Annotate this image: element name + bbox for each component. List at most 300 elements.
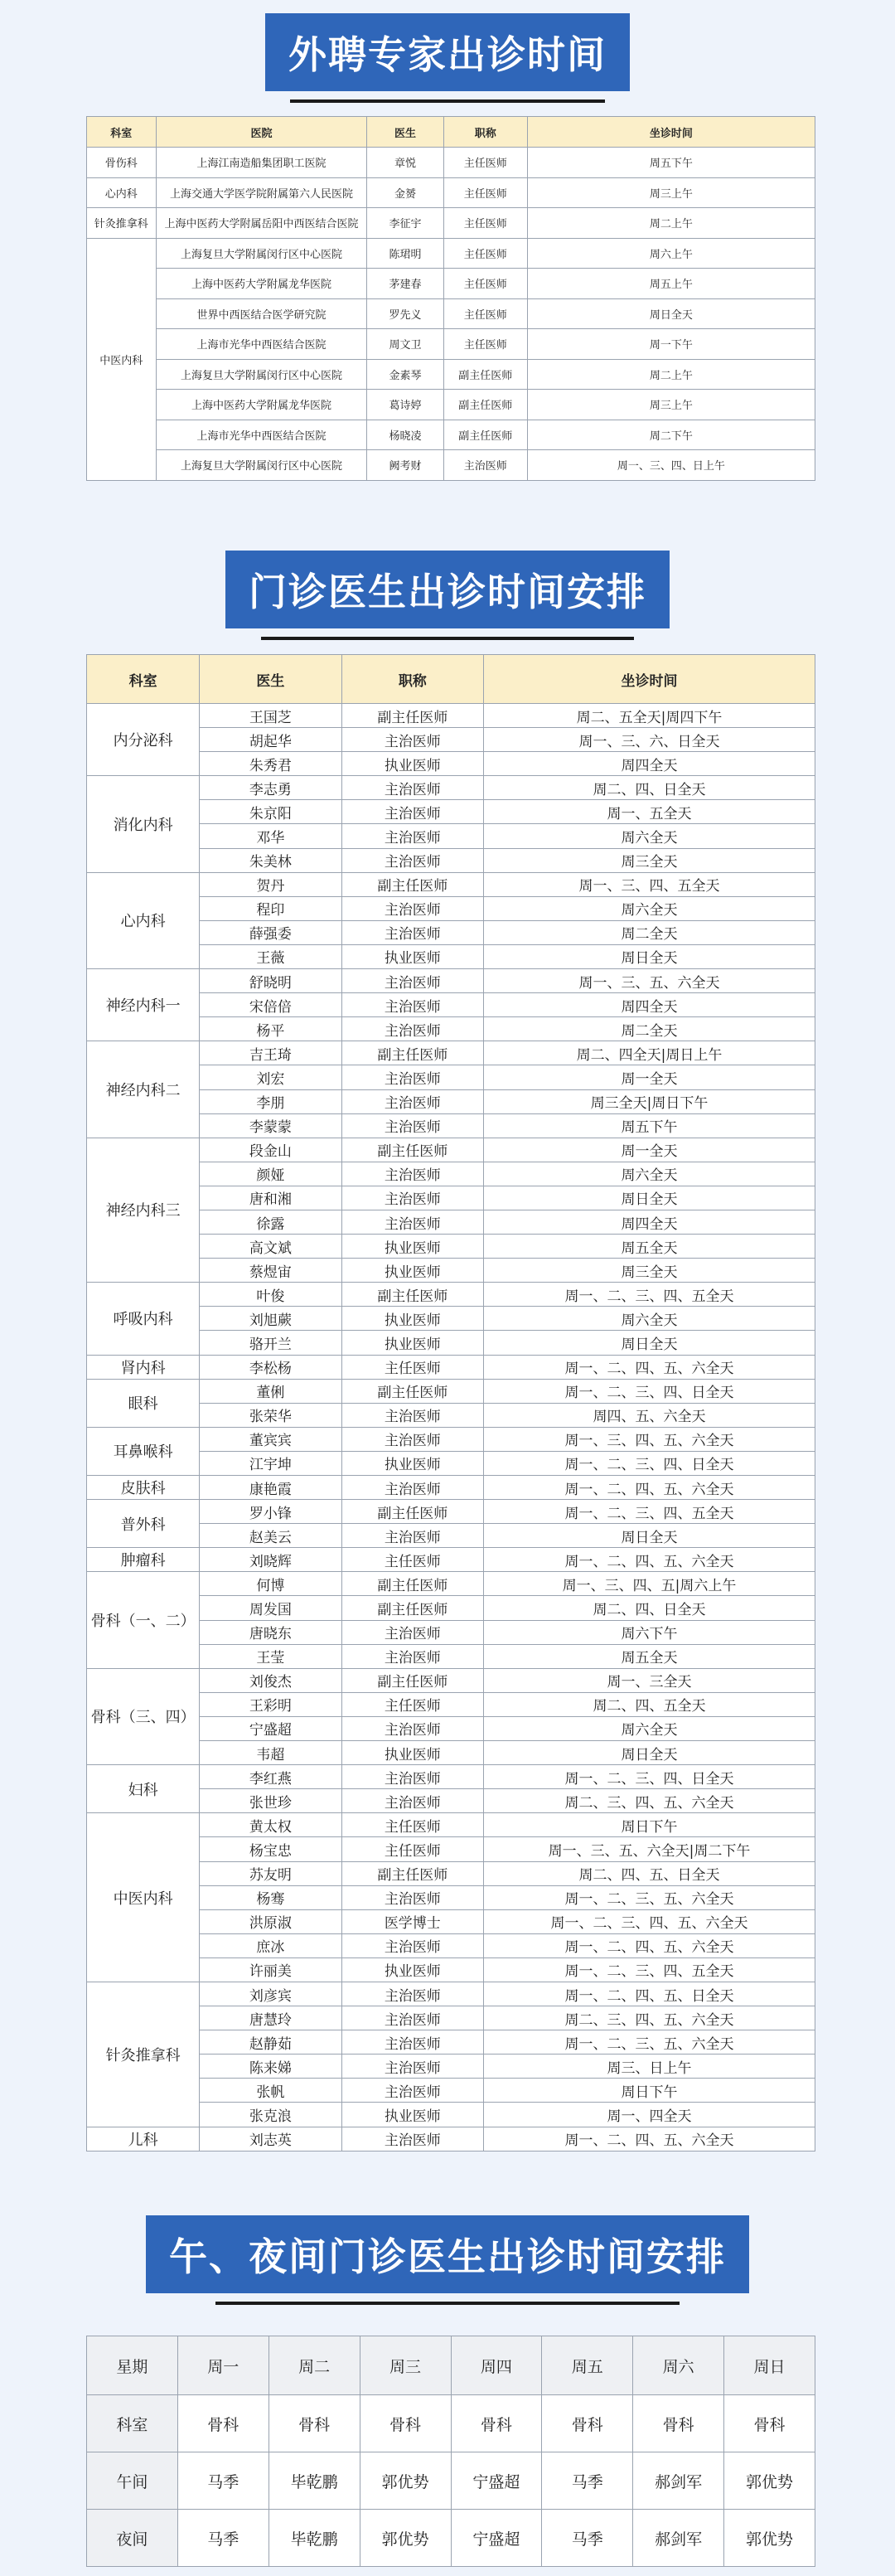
- weekday-header: 周二: [268, 2336, 360, 2395]
- title-cell: 主任医师: [443, 329, 527, 360]
- title-cell: 主治医师: [341, 1089, 483, 1113]
- doctor-cell: 毕乾鹏: [268, 2452, 360, 2510]
- schedule-cell: 周一全天: [484, 1138, 815, 1162]
- external-experts-title: 外聘专家出诊时间: [265, 13, 630, 91]
- doctor-cell: 郭优势: [724, 2452, 815, 2510]
- schedule-cell: 周六全天: [484, 1716, 815, 1740]
- title-cell: 主治医师: [341, 848, 483, 872]
- column-header: 医院: [156, 117, 367, 148]
- hospital-cell: 上海江南造船集团职工医院: [156, 148, 367, 178]
- doctor-cell: 骨科: [360, 2395, 451, 2452]
- doctor-cell: 马季: [177, 2452, 268, 2510]
- table-row: [87, 1355, 815, 1379]
- title-cell: 主治医师: [341, 776, 483, 800]
- doctor-cell: 刘彦宾: [200, 1982, 341, 2006]
- title-cell: 主治医师: [341, 2054, 483, 2079]
- schedule-cell: 周五上午: [527, 269, 815, 299]
- doctor-cell: 段金山: [200, 1138, 341, 1162]
- schedule-cell: 周一全天: [484, 1065, 815, 1089]
- doctor-cell: 杨晓凌: [367, 420, 443, 450]
- doctor-cell: 宁盛超: [200, 1716, 341, 1740]
- doctor-cell: 宁盛超: [451, 2452, 542, 2510]
- weekday-header: 周四: [451, 2336, 542, 2395]
- title-cell: 副主任医师: [341, 872, 483, 896]
- hospital-cell: 上海中医药大学附属龙华医院: [156, 390, 367, 420]
- department-cell: 心内科: [87, 177, 157, 208]
- table-row: [87, 2510, 815, 2567]
- column-header: 医生: [200, 655, 341, 704]
- row-label: 午间: [87, 2452, 178, 2510]
- title-cell: 执业医师: [341, 1307, 483, 1331]
- title-cell: 主治医师: [341, 1476, 483, 1500]
- table-header-row: [87, 117, 815, 148]
- schedule-cell: 周六全天: [484, 824, 815, 848]
- department-cell: 神经内科三: [87, 1138, 200, 1283]
- doctor-cell: 程印: [200, 896, 341, 920]
- title-cell: 执业医师: [341, 1451, 483, 1475]
- schedule-cell: 周一、二、三、四、日全天: [484, 1765, 815, 1789]
- title-cell: 执业医师: [341, 2103, 483, 2127]
- schedule-cell: 周二、四、五全天: [484, 1692, 815, 1716]
- title-cell: 主任医师: [341, 1837, 483, 1861]
- doctor-cell: 王国芝: [200, 704, 341, 728]
- title-cell: 主治医师: [341, 1716, 483, 1740]
- noon-night-section-header: [0, 2215, 895, 2305]
- hospital-cell: 上海市光华中西医结合医院: [156, 420, 367, 450]
- doctor-cell: 阙考财: [367, 450, 443, 481]
- doctor-cell: 骨科: [633, 2395, 724, 2452]
- column-header: 职称: [341, 655, 483, 704]
- doctor-cell: 刘旭蕨: [200, 1307, 341, 1331]
- title-cell: 副主任医师: [341, 1379, 483, 1403]
- schedule-cell: 周一、二、四、五、六全天: [484, 1476, 815, 1500]
- table-row: [87, 2127, 815, 2151]
- doctor-cell: 李松杨: [200, 1355, 341, 1379]
- doctor-cell: 徐露: [200, 1210, 341, 1234]
- schedule-cell: 周一、三、四、五、六全天: [484, 1427, 815, 1451]
- schedule-cell: 周日全天: [484, 944, 815, 968]
- doctor-cell: 刘俊杰: [200, 1668, 341, 1692]
- doctor-cell: 董宾宾: [200, 1427, 341, 1451]
- doctor-cell: 赵静茹: [200, 2030, 341, 2054]
- doctor-cell: 马季: [542, 2510, 633, 2567]
- schedule-cell: 周一、三、四、五全天: [484, 872, 815, 896]
- department-cell: 耳鼻喉科: [87, 1427, 200, 1475]
- title-cell: 主任医师: [341, 1355, 483, 1379]
- schedule-cell: 周一、二、三、四、五全天: [484, 1283, 815, 1307]
- table-row: [87, 329, 815, 360]
- title-cell: 副主任医师: [341, 1596, 483, 1620]
- noon-night-table: [86, 2336, 815, 2567]
- doctor-cell: 骨科: [451, 2395, 542, 2452]
- schedule-cell: 周六全天: [484, 896, 815, 920]
- schedule-cell: 周一、二、四、五、日全天: [484, 1982, 815, 2006]
- title-cell: 主任医师: [341, 1548, 483, 1572]
- title-cell: 副主任医师: [341, 1500, 483, 1524]
- hospital-cell: 上海中医药大学附属龙华医院: [156, 269, 367, 299]
- external-experts-table: [86, 116, 815, 481]
- doctor-cell: 毕乾鹏: [268, 2510, 360, 2567]
- doctor-cell: 唐和湘: [200, 1186, 341, 1210]
- title-cell: 主治医师: [341, 993, 483, 1017]
- schedule-cell: 周一、二、四、五、六全天: [484, 1548, 815, 1572]
- title-cell: 主治医师: [341, 824, 483, 848]
- title-cell: 主任医师: [443, 269, 527, 299]
- doctor-cell: 金素琴: [367, 359, 443, 390]
- schedule-cell: 周一、二、三、四、日全天: [484, 1451, 815, 1475]
- column-header: 坐诊时间: [484, 655, 815, 704]
- noon-night-title: 午、夜间门诊医生出诊时间安排: [146, 2215, 749, 2293]
- doctor-cell: 骨科: [542, 2395, 633, 2452]
- schedule-cell: 周二、四、日全天: [484, 1596, 815, 1620]
- doctor-cell: 唐慧玲: [200, 2006, 341, 2030]
- doctor-cell: 骨科: [177, 2395, 268, 2452]
- doctor-cell: 朱美林: [200, 848, 341, 872]
- title-cell: 执业医师: [341, 1957, 483, 1982]
- schedule-cell: 周一、二、四、五、六全天: [484, 1933, 815, 1957]
- schedule-cell: 周二、四、日全天: [484, 776, 815, 800]
- column-header: 职称: [443, 117, 527, 148]
- schedule-cell: 周一下午: [527, 329, 815, 360]
- doctor-cell: 高文斌: [200, 1235, 341, 1259]
- doctor-cell: 薛强委: [200, 920, 341, 944]
- row-label: 夜间: [87, 2510, 178, 2567]
- title-cell: 主任医师: [341, 1692, 483, 1716]
- schedule-cell: 周三全天: [484, 1259, 815, 1283]
- table-row: [87, 359, 815, 390]
- schedule-cell: 周一、三、四、五|周六上午: [484, 1572, 815, 1596]
- department-cell: 皮肤科: [87, 1476, 200, 1500]
- schedule-cell: 周二、五全天|周四下午: [484, 704, 815, 728]
- hospital-cell: 上海交通大学医学院附属第六人民医院: [156, 177, 367, 208]
- table-row: [87, 1138, 815, 1162]
- schedule-cell: 周六上午: [527, 238, 815, 269]
- table-row: [87, 1500, 815, 1524]
- table-row: [87, 1572, 815, 1596]
- table-row: [87, 704, 815, 728]
- title-cell: 主治医师: [341, 1113, 483, 1138]
- title-cell: 执业医师: [341, 1331, 483, 1355]
- title-cell: 副主任医师: [341, 1138, 483, 1162]
- title-cell: 执业医师: [341, 944, 483, 968]
- schedule-cell: 周六全天: [484, 1162, 815, 1186]
- doctor-cell: 江宇坤: [200, 1451, 341, 1475]
- title-cell: 副主任医师: [341, 1041, 483, 1065]
- clinic-schedule-section-header: [0, 551, 895, 640]
- doctor-cell: 张荣华: [200, 1403, 341, 1427]
- title-cell: 主治医师: [341, 2079, 483, 2103]
- doctor-cell: 贺丹: [200, 872, 341, 896]
- title-cell: 主任医师: [443, 238, 527, 269]
- doctor-cell: 罗先义: [367, 298, 443, 329]
- column-header: 医生: [367, 117, 443, 148]
- table-row: [87, 1283, 815, 1307]
- doctor-cell: 许丽美: [200, 1957, 341, 1982]
- title-cell: 主治医师: [341, 728, 483, 752]
- schedule-cell: 周一、二、三、四、五全天: [484, 1500, 815, 1524]
- doctor-cell: 李朋: [200, 1089, 341, 1113]
- doctor-cell: 唐晓东: [200, 1620, 341, 1644]
- title-cell: 主任医师: [443, 177, 527, 208]
- doctor-cell: 马季: [177, 2510, 268, 2567]
- table-row: [87, 1813, 815, 1837]
- schedule-cell: 周日全天: [527, 298, 815, 329]
- weekday-header: 周一: [177, 2336, 268, 2395]
- title-cell: 主治医师: [341, 969, 483, 993]
- doctor-cell: 黄太权: [200, 1813, 341, 1837]
- title-cell: 主治医师: [443, 450, 527, 481]
- schedule-cell: 周一、三、六、日全天: [484, 728, 815, 752]
- title-cell: 主治医师: [341, 1982, 483, 2006]
- table-row: [87, 450, 815, 481]
- doctor-cell: 韦超: [200, 1741, 341, 1765]
- table-row: [87, 776, 815, 800]
- schedule-cell: 周三上午: [527, 177, 815, 208]
- schedule-cell: 周二下午: [527, 420, 815, 450]
- schedule-cell: 周五全天: [484, 1644, 815, 1668]
- column-header: 科室: [87, 117, 157, 148]
- schedule-cell: 周三、日上午: [484, 2054, 815, 2079]
- doctor-cell: 吉王琦: [200, 1041, 341, 1065]
- weekday-header: 周六: [633, 2336, 724, 2395]
- doctor-cell: 邓华: [200, 824, 341, 848]
- schedule-cell: 周日全天: [484, 1331, 815, 1355]
- doctor-cell: 郝剑军: [633, 2510, 724, 2567]
- weekday-header: 周日: [724, 2336, 815, 2395]
- department-cell: 针灸推拿科: [87, 1982, 200, 2127]
- doctor-cell: 赵美云: [200, 1524, 341, 1548]
- doctor-cell: 郭优势: [360, 2510, 451, 2567]
- title-cell: 主治医师: [341, 1644, 483, 1668]
- schedule-cell: 周二、三、四、五、六全天: [484, 2006, 815, 2030]
- title-cell: 主任医师: [443, 298, 527, 329]
- doctor-cell: 王莹: [200, 1644, 341, 1668]
- doctor-cell: 陈珺明: [367, 238, 443, 269]
- title-underline: [261, 637, 634, 640]
- table-row: [87, 238, 815, 269]
- doctor-cell: 杨骞: [200, 1885, 341, 1909]
- doctor-cell: 周发国: [200, 1596, 341, 1620]
- title-cell: 主治医师: [341, 1427, 483, 1451]
- schedule-cell: 周四全天: [484, 1210, 815, 1234]
- table-row: [87, 148, 815, 178]
- title-cell: 副主任医师: [341, 1572, 483, 1596]
- doctor-cell: 王薇: [200, 944, 341, 968]
- table-row: [87, 872, 815, 896]
- title-cell: 执业医师: [341, 1235, 483, 1259]
- title-cell: 主治医师: [341, 1524, 483, 1548]
- doctor-cell: 庶冰: [200, 1933, 341, 1957]
- department-cell: 内分泌科: [87, 704, 200, 776]
- doctor-cell: 杨平: [200, 1017, 341, 1041]
- doctor-cell: 颜娅: [200, 1162, 341, 1186]
- hospital-cell: 上海市光华中西医结合医院: [156, 329, 367, 360]
- schedule-cell: 周三全天|周日下午: [484, 1089, 815, 1113]
- doctor-cell: 李征宇: [367, 208, 443, 239]
- clinic-schedule-title: 门诊医生出诊时间安排: [225, 551, 670, 628]
- table-row: [87, 1548, 815, 1572]
- title-cell: 主治医师: [341, 1017, 483, 1041]
- clinic-schedule-table: [86, 654, 815, 2152]
- doctor-cell: 刘晓辉: [200, 1548, 341, 1572]
- schedule-cell: 周一、三、四、日上午: [527, 450, 815, 481]
- title-cell: 主治医师: [341, 1186, 483, 1210]
- department-cell: 眼科: [87, 1379, 200, 1427]
- doctor-cell: 葛诗婷: [367, 390, 443, 420]
- table-row: [87, 1427, 815, 1451]
- doctor-cell: 郭优势: [724, 2510, 815, 2567]
- schedule-cell: 周日全天: [484, 1186, 815, 1210]
- weekday-header: 周三: [360, 2336, 451, 2395]
- doctor-cell: 董俐: [200, 1379, 341, 1403]
- table-row: [87, 298, 815, 329]
- schedule-cell: 周一、二、三、四、五全天: [484, 1957, 815, 1982]
- schedule-cell: 周六全天: [484, 1307, 815, 1331]
- schedule-cell: 周四、五、六全天: [484, 1403, 815, 1427]
- schedule-cell: 周一、五全天: [484, 800, 815, 824]
- column-header: 科室: [87, 655, 200, 704]
- department-cell: 心内科: [87, 872, 200, 968]
- table-row: [87, 177, 815, 208]
- doctor-cell: 金赟: [367, 177, 443, 208]
- title-cell: 主任医师: [443, 148, 527, 178]
- doctor-cell: 李蒙蒙: [200, 1113, 341, 1138]
- doctor-cell: 胡起华: [200, 728, 341, 752]
- schedule-cell: 周二、三、四、五、六全天: [484, 1789, 815, 1813]
- department-cell: 中医内科: [87, 1813, 200, 1982]
- title-cell: 主治医师: [341, 1210, 483, 1234]
- doctor-cell: 李志勇: [200, 776, 341, 800]
- department-cell: 消化内科: [87, 776, 200, 872]
- table-row: [87, 2452, 815, 2510]
- department-cell: 普外科: [87, 1500, 200, 1548]
- title-cell: 主治医师: [341, 1403, 483, 1427]
- external-experts-section-header: [0, 13, 895, 103]
- doctor-cell: 李红燕: [200, 1765, 341, 1789]
- schedule-cell: 周一、四全天: [484, 2103, 815, 2127]
- department-cell: 骨伤科: [87, 148, 157, 178]
- schedule-cell: 周一、二、三、四、日全天: [484, 1379, 815, 1403]
- department-cell: 中医内科: [87, 238, 157, 480]
- schedule-cell: 周一、二、四、五、六全天: [484, 1355, 815, 1379]
- title-cell: 副主任医师: [341, 704, 483, 728]
- title-underline: [215, 2302, 680, 2305]
- title-cell: 执业医师: [341, 1741, 483, 1765]
- doctor-cell: 张世珍: [200, 1789, 341, 1813]
- schedule-cell: 周二全天: [484, 920, 815, 944]
- hospital-cell: 上海复旦大学附属闵行区中心医院: [156, 359, 367, 390]
- title-cell: 主任医师: [341, 1813, 483, 1837]
- title-cell: 副主任医师: [443, 359, 527, 390]
- doctor-cell: 马季: [542, 2452, 633, 2510]
- doctor-cell: 刘志英: [200, 2127, 341, 2151]
- doctor-cell: 郭优势: [360, 2452, 451, 2510]
- title-cell: 主治医师: [341, 2127, 483, 2151]
- table-row: [87, 269, 815, 299]
- title-cell: 主治医师: [341, 2006, 483, 2030]
- title-cell: 执业医师: [341, 752, 483, 776]
- department-cell: 呼吸内科: [87, 1283, 200, 1355]
- schedule-cell: 周五下午: [484, 1113, 815, 1138]
- title-cell: 主治医师: [341, 1933, 483, 1957]
- table-row: [87, 1379, 815, 1403]
- row-label: 科室: [87, 2395, 178, 2452]
- doctor-cell: 张帆: [200, 2079, 341, 2103]
- title-cell: 主治医师: [341, 896, 483, 920]
- title-cell: 主治医师: [341, 1065, 483, 1089]
- title-cell: 主治医师: [341, 1789, 483, 1813]
- table-row: [87, 420, 815, 450]
- table-row: [87, 1041, 815, 1065]
- title-cell: 主任医师: [443, 208, 527, 239]
- doctor-cell: 宁盛超: [451, 2510, 542, 2567]
- column-header: 坐诊时间: [527, 117, 815, 148]
- doctor-cell: 郝剑军: [633, 2452, 724, 2510]
- doctor-cell: 宋倍倍: [200, 993, 341, 1017]
- table-row: [87, 390, 815, 420]
- schedule-cell: 周一、三、五、六全天|周二下午: [484, 1837, 815, 1861]
- title-cell: 副主任医师: [341, 1283, 483, 1307]
- schedule-cell: 周一、三、五、六全天: [484, 969, 815, 993]
- title-cell: 主治医师: [341, 1162, 483, 1186]
- title-cell: 副主任医师: [341, 1861, 483, 1885]
- schedule-cell: 周三上午: [527, 390, 815, 420]
- doctor-cell: 杨宝忠: [200, 1837, 341, 1861]
- schedule-cell: 周二、四全天|周日上午: [484, 1041, 815, 1065]
- department-cell: 妇科: [87, 1765, 200, 1813]
- doctor-cell: 康艳霞: [200, 1476, 341, 1500]
- department-cell: 儿科: [87, 2127, 200, 2151]
- doctor-cell: 骆开兰: [200, 1331, 341, 1355]
- doctor-cell: 陈来娣: [200, 2054, 341, 2079]
- doctor-cell: 舒晓明: [200, 969, 341, 993]
- table-row: [87, 969, 815, 993]
- doctor-cell: 罗小锋: [200, 1500, 341, 1524]
- schedule-cell: 周二上午: [527, 359, 815, 390]
- schedule-cell: 周四全天: [484, 752, 815, 776]
- department-cell: 神经内科一: [87, 969, 200, 1041]
- title-cell: 主治医师: [341, 1765, 483, 1789]
- department-cell: 肾内科: [87, 1355, 200, 1379]
- table-row: [87, 1668, 815, 1692]
- title-cell: 副主任医师: [341, 1668, 483, 1692]
- schedule-cell: 周三全天: [484, 848, 815, 872]
- department-cell: 骨科（一、二）: [87, 1572, 200, 1668]
- hospital-cell: 上海复旦大学附属闵行区中心医院: [156, 238, 367, 269]
- table-row: [87, 1476, 815, 1500]
- department-cell: 神经内科二: [87, 1041, 200, 1138]
- schedule-cell: 周日全天: [484, 1741, 815, 1765]
- doctor-cell: 张克浪: [200, 2103, 341, 2127]
- department-cell: 肿瘤科: [87, 1548, 200, 1572]
- schedule-cell: 周日下午: [484, 2079, 815, 2103]
- doctor-cell: 章悦: [367, 148, 443, 178]
- doctor-cell: 苏友明: [200, 1861, 341, 1885]
- title-cell: 副主任医师: [443, 390, 527, 420]
- schedule-cell: 周二全天: [484, 1017, 815, 1041]
- schedule-cell: 周一、二、三、五、六全天: [484, 2030, 815, 2054]
- department-cell: 针灸推拿科: [87, 208, 157, 239]
- hospital-cell: 世界中西医结合医学研究院: [156, 298, 367, 329]
- schedule-cell: 周一、二、三、四、五、六全天: [484, 1909, 815, 1933]
- doctor-cell: 朱秀君: [200, 752, 341, 776]
- doctor-cell: 茅建春: [367, 269, 443, 299]
- doctor-cell: 何博: [200, 1572, 341, 1596]
- table-row: [87, 208, 815, 239]
- schedule-cell: 周四全天: [484, 993, 815, 1017]
- title-cell: 医学博士: [341, 1909, 483, 1933]
- schedule-cell: 周日全天: [484, 1524, 815, 1548]
